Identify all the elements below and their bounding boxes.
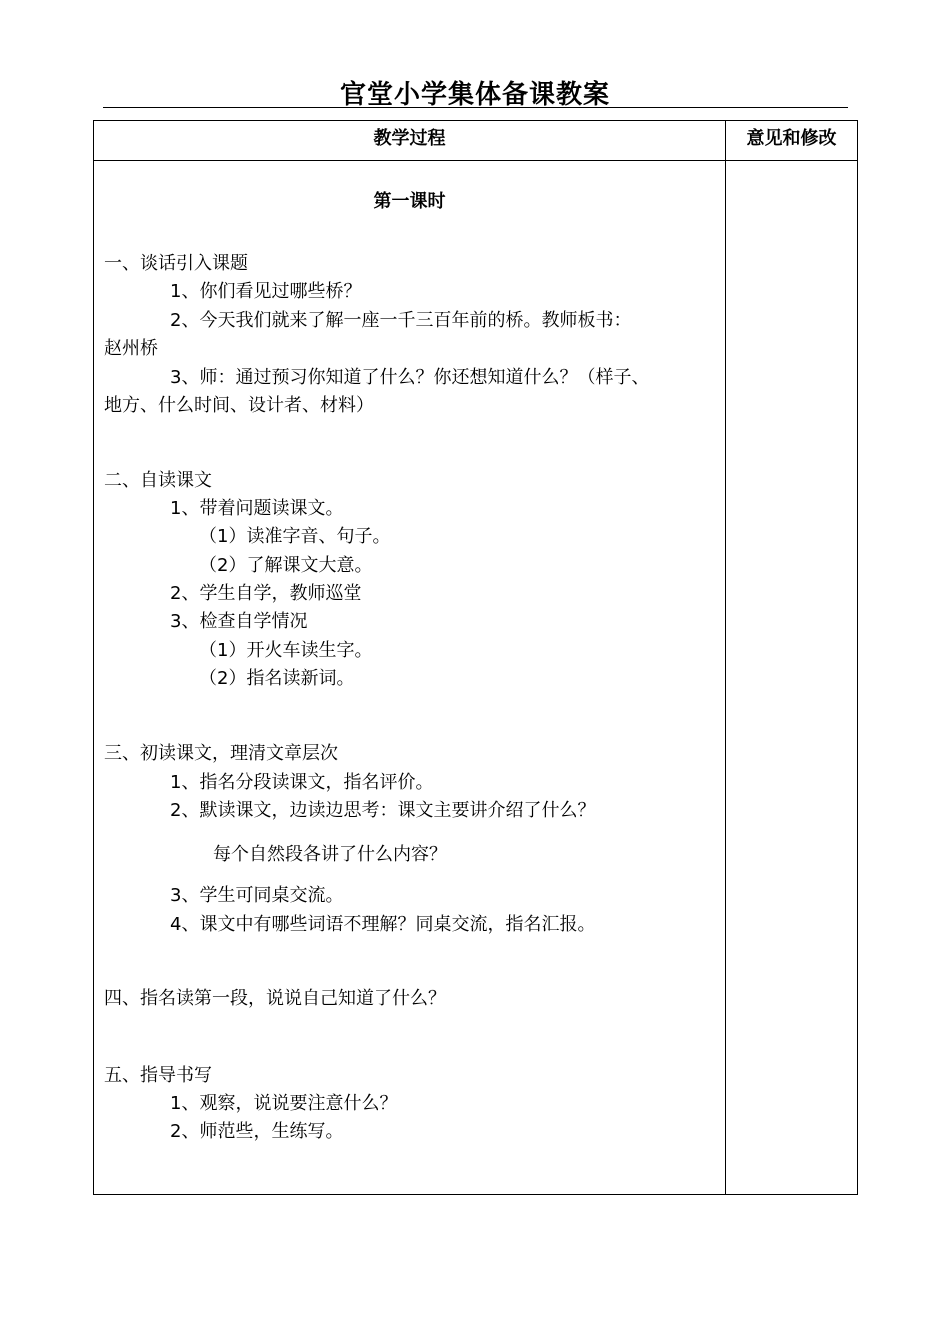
header-divider	[94, 160, 857, 161]
list-item: （1）读准字音、句子。	[199, 526, 391, 547]
list-item: 2、今天我们就来了解一座一千三百年前的桥。教师板书：	[170, 310, 632, 331]
list-item: 每个自然段各讲了什么内容？	[213, 844, 447, 865]
list-item: 4、课文中有哪些词语不理解？同桌交流，指名汇报。	[170, 914, 596, 935]
column-divider	[725, 121, 726, 1194]
list-item: 1、你们看见过哪些桥？	[170, 281, 362, 302]
list-item: 3、学生可同桌交流。	[170, 885, 344, 906]
lesson-heading: 第一课时	[373, 191, 446, 212]
list-item: 3、检查自学情况	[170, 611, 308, 632]
column-header-opinion: 意见和修改	[746, 128, 837, 149]
section-heading: 四、指名读第一段，说说自己知道了什么？	[104, 988, 446, 1009]
list-item: 2、师范些，生练写。	[170, 1121, 344, 1142]
list-item: 1、观察，说说要注意什么？	[170, 1093, 398, 1114]
column-header-process: 教学过程	[373, 128, 446, 149]
section-heading: 三、初读课文，理清文章层次	[104, 743, 338, 764]
section-heading: 二、自读课文	[104, 470, 212, 491]
list-item: 2、学生自学，教师巡堂	[170, 583, 362, 604]
document-title: 官堂小学集体备课教案	[339, 80, 610, 110]
list-item: （1）开火车读生字。	[199, 640, 373, 661]
list-item: （2）指名读新词。	[199, 668, 355, 689]
title-underline	[103, 107, 848, 108]
list-item: 赵州桥	[104, 338, 158, 359]
list-item: 1、带着问题读课文。	[170, 498, 344, 519]
list-item: 1、指名分段读课文，指名评价。	[170, 772, 434, 793]
lesson-plan-table	[93, 120, 858, 1195]
list-item: 2、默读课文，边读边思考：课文主要讲介绍了什么？	[170, 800, 596, 821]
section-heading: 一、谈话引入课题	[104, 253, 248, 274]
list-item: 3、师：通过预习你知道了什么？你还想知道什么？（样子、	[170, 367, 650, 388]
list-item: 地方、什么时间、设计者、材料）	[104, 395, 374, 416]
list-item: （2）了解课文大意。	[199, 555, 373, 576]
section-heading: 五、指导书写	[104, 1065, 212, 1086]
